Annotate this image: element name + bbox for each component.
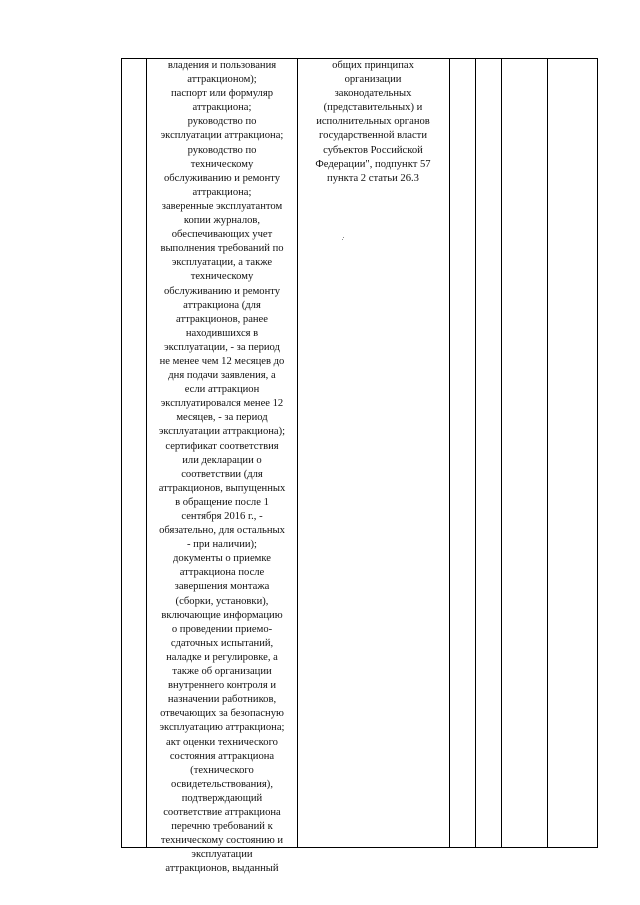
- text-line: эксплуатации аттракциона);: [158, 426, 286, 438]
- column-border: [121, 58, 122, 847]
- text-line: пункта 2 статьи 26.3: [327, 172, 419, 184]
- text-line: включающие информацию: [161, 609, 283, 621]
- text-line: организации: [344, 74, 402, 86]
- scan-speck: [342, 239, 343, 240]
- text-line: аттракционов, выпущенных: [158, 482, 286, 494]
- text-line: находившихся в: [185, 327, 259, 339]
- text-line: если аттракцион: [184, 384, 260, 396]
- text-line: дня подачи заявления, а: [168, 370, 276, 382]
- text-line: отвечающих за безопасную: [160, 708, 284, 720]
- text-line: обеспечивающих учет: [171, 229, 273, 241]
- text-line: техническому состоянию и: [160, 835, 284, 847]
- table-cell-legal-basis: [298, 59, 448, 186]
- text-line: субъектов Российской: [323, 144, 423, 156]
- text-line: общих принципах: [332, 60, 414, 71]
- text-line: техническому: [190, 158, 254, 170]
- text-line: эксплуатации, - за период: [164, 341, 280, 353]
- scan-speck: [343, 237, 344, 238]
- text-line: аттракциона после: [179, 567, 265, 579]
- column-border: [501, 58, 502, 847]
- text-line: освидетельствования),: [171, 778, 273, 790]
- text-line: или декларации о: [182, 454, 262, 466]
- text-line: сентября 2016 г., -: [181, 511, 263, 522]
- column-border: [146, 58, 147, 847]
- text-line: руководство по: [187, 116, 257, 128]
- text-line: эксплуатировался менее 12: [160, 398, 284, 410]
- text-line: аттракциона;: [192, 186, 252, 198]
- text-line: подтверждающий: [181, 792, 263, 804]
- text-line: эксплуатацию аттракциона;: [159, 722, 285, 734]
- text-line: состояния аттракциона: [169, 750, 275, 762]
- text-line: заверенные эксплуатантом: [161, 200, 283, 212]
- text-line: перечню требований к: [171, 821, 273, 833]
- text-line: аттракциона;: [192, 102, 252, 114]
- text-line: выполнения требований по: [160, 243, 284, 255]
- text-line: эксплуатации аттракциона;: [160, 130, 284, 142]
- text-line: аттракциона (для: [183, 299, 261, 311]
- text-line: обслуживанию и ремонту: [163, 285, 281, 297]
- text-line: акт оценки технического: [166, 736, 278, 748]
- text-line: законодательных: [334, 88, 412, 100]
- text-line: о проведении приемо-: [171, 623, 273, 635]
- text-line: обязательно, для остальных: [159, 525, 285, 537]
- text-line: исполнительных органов: [316, 116, 430, 128]
- text-line: документы о приемке: [173, 553, 271, 565]
- text-line: техническому: [190, 271, 254, 283]
- text-line: внутреннего контроля и: [167, 680, 277, 692]
- text-line: месяцев, - за период: [176, 412, 268, 424]
- text-line: наладке и регулировке, а: [166, 651, 278, 663]
- text-line: государственной власти: [318, 130, 427, 142]
- text-line: - при наличии);: [186, 539, 258, 551]
- text-line: соответствии (для: [181, 468, 263, 480]
- column-border: [547, 58, 548, 847]
- text-line: также об организации: [172, 666, 272, 678]
- column-border: [597, 58, 598, 847]
- text-line: паспорт или формуляр: [170, 88, 274, 100]
- text-line: сдаточных испытаний,: [170, 637, 274, 649]
- text-line: завершения монтажа: [174, 581, 270, 593]
- text-line: сертификат соответствия: [165, 440, 279, 452]
- text-line: обслуживанию и ремонту: [163, 172, 281, 184]
- table-cell-documents: [149, 59, 295, 876]
- text-line: не менее чем 12 месяцев до: [159, 355, 285, 367]
- text-line: эксплуатации, а также: [171, 257, 273, 269]
- text-line: (сборки, установки),: [175, 595, 269, 607]
- column-border: [449, 58, 450, 847]
- text-line: соответствие аттракциона: [163, 806, 281, 818]
- text-line: руководство по: [187, 144, 257, 156]
- text-line: аттракционом);: [187, 74, 257, 86]
- text-line: аттракционов, ранее: [176, 313, 268, 325]
- column-border: [475, 58, 476, 847]
- text-line: владения и пользования: [167, 60, 277, 71]
- text-line: копии журналов,: [183, 215, 261, 227]
- text-line: аттракционов, выданный: [165, 863, 279, 875]
- text-line: (технического: [190, 764, 254, 776]
- text-line: (представительных) и: [323, 102, 423, 114]
- text-line: назначении работников,: [167, 694, 277, 706]
- text-line: Федерации", подпункт 57: [315, 158, 431, 170]
- text-line: в обращение после 1: [175, 496, 269, 508]
- text-line: эксплуатации: [191, 849, 253, 861]
